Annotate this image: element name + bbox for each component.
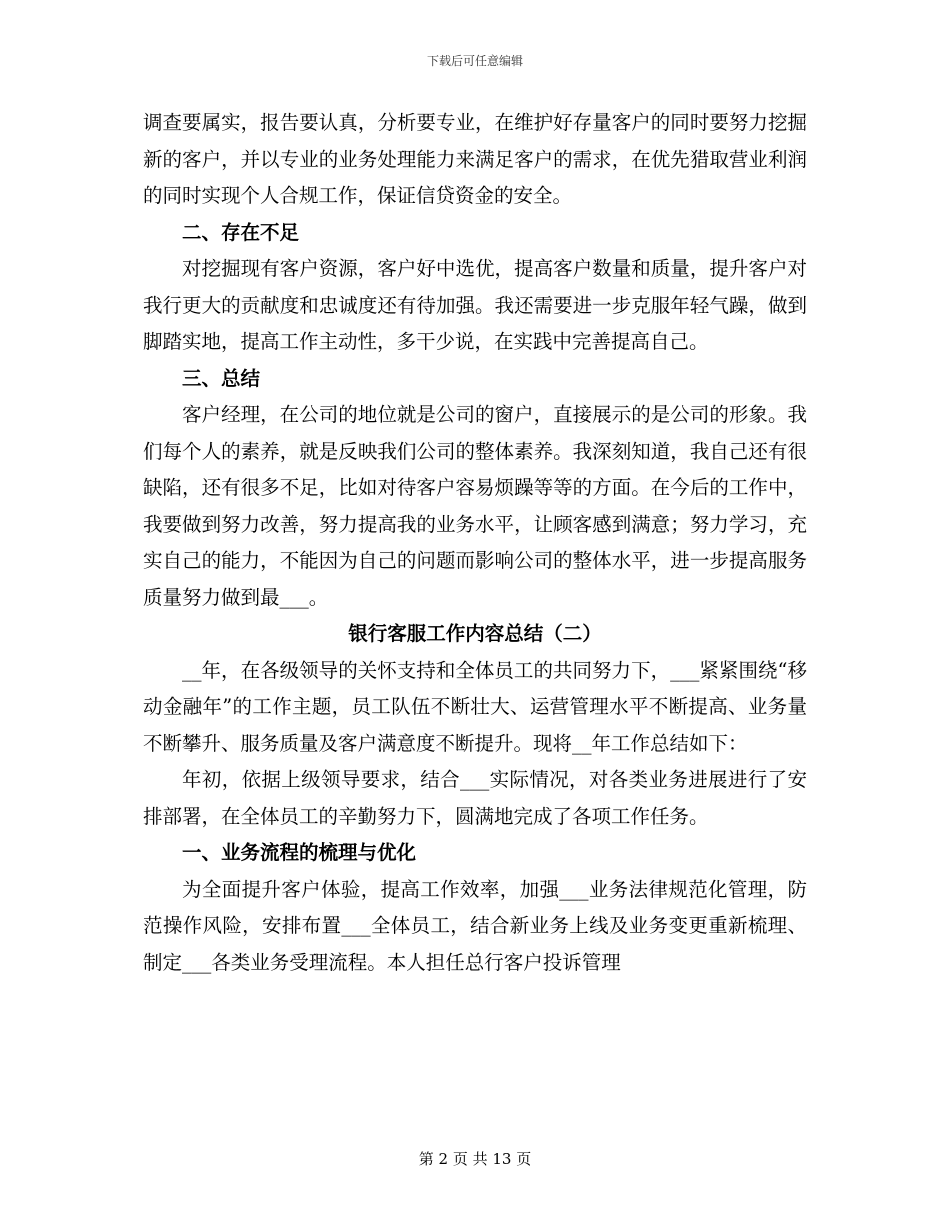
document-title: 银行客服工作内容总结（二） <box>348 622 602 645</box>
paragraph: 对挖掘现有客户资源，客户好中选优，提高客户数量和质量，提升客户对我行更大的贡献度和忠诚度还有待加强。我还需要进一步克服年轻气躁，做到脚踏实地，提高工作主动性，多干少说，在实践中完善提高自己。 <box>143 257 807 353</box>
section-heading: 二、存在不足 <box>182 220 300 244</box>
paragraph: __年，在各级领导的关怀支持和全体员工的共同努力下，___紧紧围绕“移动金融年”的工作主题，员工队伍不断壮大、运营管理水平不断提高、业务量不断攀升、服务质量及客户满意度不断提升。现将__年工作总结如下： <box>143 658 807 755</box>
page-header: 下载后可任意编辑 <box>426 54 523 68</box>
section-heading: 一、业务流程的梳理与优化 <box>182 841 417 864</box>
paragraph: 客户经理，在公司的地位就是公司的窗户，直接展示的是公司的形象。我们每个人的素养，就是反映我们公司的整体素养。我深刻知道，我自己还有很缺陷，还有很多不足，比如对待客户容易烦躁等等的方面。在今后的工作中，我要做到努力改善，努力提高我的业务水平，让顾客感到满意；努力学习，充实自己的能力，不能因为自己的问题而影响公司的整体水平，进一步提高服务质量努力做到最___。 <box>143 403 807 609</box>
paragraph: 年初，依据上级领导要求，结合___实际情况，对各类业务进展进行了安排部署，在全体员工的辛勤努力下，圆满地完成了各项工作任务。 <box>143 768 807 828</box>
section-heading: 三、总结 <box>182 366 261 390</box>
page-number: 第 2 页 共 13 页 <box>418 1150 532 1168</box>
paragraph: 为全面提升客户体验，提高工作效率，加强___业务法律规范化管理，防范操作风险，安排布置___全体员工，结合新业务上线及业务变更重新梳理、制定___各类业务受理流程。本人担任总行客户投诉管理 <box>143 877 807 974</box>
document-body <box>143 105 807 981</box>
paragraph: 调查要属实，报告要认真，分析要专业，在维护好存量客户的同时要努力挖掘新的客户，并以专业的业务处理能力来满足客户的需求，在优先猎取营业利润的同时实现个人合规工作，保证信贷资金的安全。 <box>143 111 807 207</box>
